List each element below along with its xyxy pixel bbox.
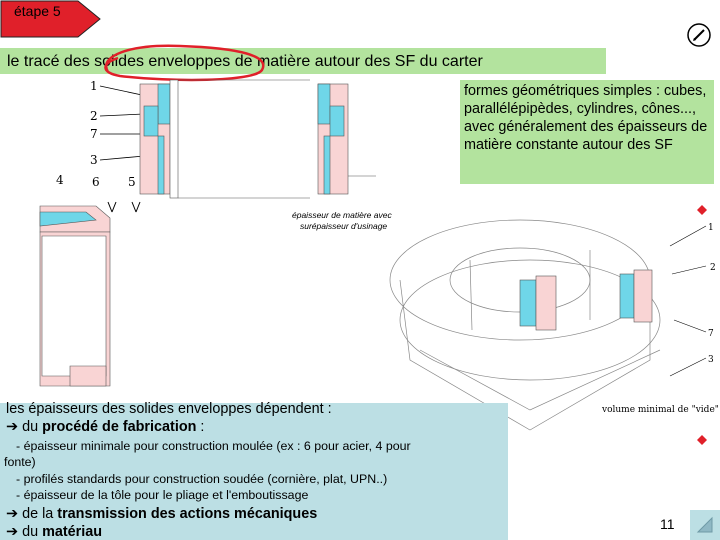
svg-text:7: 7 <box>708 329 714 339</box>
svg-text:3: 3 <box>708 355 714 365</box>
info-line7: ➔ de la transmission des actions mécaniques <box>6 506 318 522</box>
svg-text:4: 4 <box>56 173 64 187</box>
label-1: 1 <box>90 79 98 93</box>
step-label: étape 5 <box>14 3 61 19</box>
info-line8: ➔ du matériau <box>6 524 103 540</box>
arrow-right-icon: ➔ <box>6 506 23 522</box>
svg-text:1: 1 <box>708 223 714 233</box>
info-line4: fonte) <box>4 455 36 469</box>
page-number: 11 <box>660 516 675 532</box>
info-line1: les épaisseurs des solides enveloppes dépendent : <box>6 401 332 417</box>
arrow-right-icon: ➔ <box>6 419 23 435</box>
next-slide-icon[interactable] <box>690 510 720 540</box>
slide-title: le tracé des solides enveloppes de matière autour des SF du carter <box>7 53 483 70</box>
annotation-line1: épaisseur de matière avec <box>292 210 392 220</box>
info-line2: ➔ du procédé de fabrication : <box>6 419 205 435</box>
svg-text:5: 5 <box>128 175 136 189</box>
arrow-right-icon: ➔ <box>6 524 23 540</box>
pencil-icon <box>686 22 712 48</box>
svg-text:3: 3 <box>90 153 98 167</box>
svg-text:7: 7 <box>90 127 98 141</box>
info-line5: - profilés standards pour construction soudée (cornière, plat, UPN..) <box>16 472 388 486</box>
annotation-line2: surépaisseur d'usinage <box>300 221 388 231</box>
svg-text:2: 2 <box>90 109 98 123</box>
info-line3: - épaisseur minimale pour construction moulée (ex : 6 pour acier, 4 pour <box>16 439 411 453</box>
bullet-diamond-icon <box>697 205 707 215</box>
bullet-diamond-icon <box>697 435 707 445</box>
svg-text:6: 6 <box>92 175 100 189</box>
note-text: formes géométriques simples : cubes, parallélépipèdes, cylindres, cônes..., avec généralement des épaisseurs de matière constante autour des SF <box>464 83 708 153</box>
iso-caption: volume minimal de "vide" <box>602 405 719 415</box>
svg-text:2: 2 <box>710 263 716 273</box>
info-line6: - épaisseur de la tôle pour le pliage et l'emboutissage <box>16 488 309 502</box>
